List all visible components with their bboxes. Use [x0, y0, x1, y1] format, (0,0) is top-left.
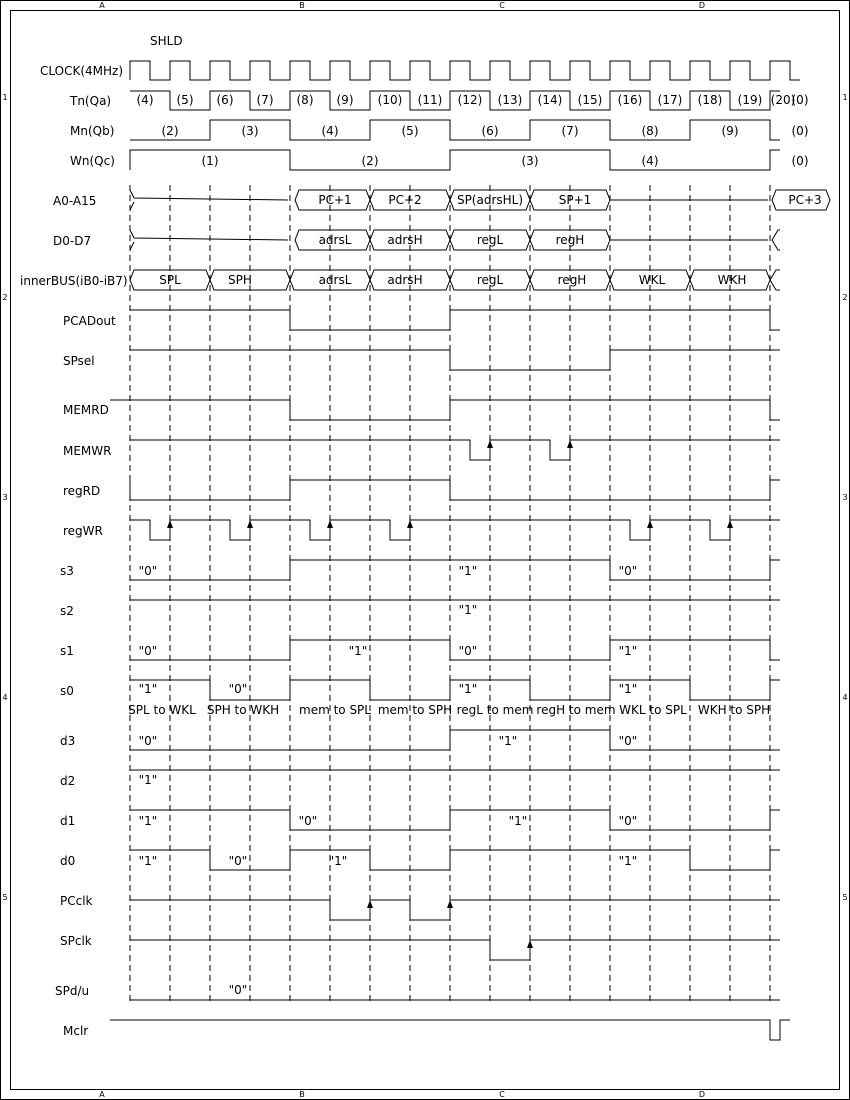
d3-label: "1": [498, 734, 518, 748]
clock-edge-arrow: [727, 520, 733, 528]
grid-row-label: 3: [2, 493, 8, 502]
d0-label: "0": [228, 854, 248, 868]
d1-label: "1": [508, 814, 528, 828]
spclk-waveform: [130, 940, 780, 960]
innerbus-label: SPL: [159, 273, 181, 287]
signal-name: s0: [60, 684, 74, 698]
pcadout-waveform: [130, 310, 780, 330]
signal-name: regWR: [63, 524, 103, 538]
signal-name: d3: [60, 734, 76, 748]
innerbus-label: adrsH: [387, 273, 423, 287]
s3-label: "1": [458, 564, 478, 578]
s2-label: "1": [458, 603, 478, 617]
data-idle-left: [130, 242, 134, 250]
d0-label: "1": [328, 854, 348, 868]
regrd-waveform: [130, 480, 780, 500]
signal-name: SPclk: [60, 934, 92, 948]
signal-name: innerBUS(iB0-iB7): [20, 274, 128, 288]
d1-label: "0": [618, 814, 638, 828]
data-label: regH: [555, 233, 585, 247]
clock-edge-arrow: [647, 520, 653, 528]
clock-waveform: [130, 61, 800, 80]
clock-edge-arrow: [247, 520, 253, 528]
signal-names: [20, 64, 128, 1038]
wn-label: (0): [791, 154, 809, 168]
wn-waveform: [130, 150, 780, 170]
s3-label: "0": [138, 564, 158, 578]
s0-label: "0": [228, 682, 248, 696]
tn-label: (10): [377, 93, 403, 107]
signal-name: Mclr: [63, 1024, 89, 1038]
addr-label: PC+3: [788, 193, 822, 207]
signal-name: Wn(Qc): [70, 154, 115, 168]
grid-column-label: D: [698, 1090, 706, 1099]
operation-label: mem to SPH: [377, 703, 453, 717]
signal-name: d2: [60, 774, 76, 788]
spdu-label: "0": [228, 983, 248, 997]
waveforms: [110, 61, 830, 1040]
grid-column-label: D: [698, 1, 706, 10]
d0-label: "1": [618, 854, 638, 868]
tn-label: (11): [417, 93, 443, 107]
signal-name: PCADout: [63, 314, 116, 328]
frame: [1, 1, 850, 1100]
signal-name: A0-A15: [53, 194, 97, 208]
operation-label: WKL to SPL: [619, 703, 687, 717]
signal-name: d1: [60, 814, 76, 828]
s1-label: "1": [618, 644, 638, 658]
memwr-waveform: [130, 440, 780, 460]
signal-name: PCclk: [60, 894, 93, 908]
tn-label: (14): [537, 93, 563, 107]
signal-name: CLOCK(4MHz): [40, 64, 124, 78]
mn-waveform: [130, 120, 780, 140]
innerbus-label: WKL: [638, 273, 666, 287]
addr-idle-left: [130, 190, 288, 200]
clock-edge-arrow: [487, 440, 493, 448]
signal-name: D0-D7: [53, 234, 92, 248]
operation-label: SPH to WKH: [206, 703, 280, 717]
innerbus-label: WKH: [717, 273, 747, 287]
grid-reference-labels: [2, 1, 847, 1099]
wn-label: (1): [201, 154, 219, 168]
d3-label: "0": [618, 734, 638, 748]
clock-edge-arrow: [367, 900, 373, 908]
addr-label: PC+2: [388, 193, 422, 207]
spsel-waveform: [130, 350, 780, 370]
grid-column-label: B: [299, 1090, 305, 1099]
data-label: adrsL: [318, 233, 352, 247]
grid-row-label: 3: [842, 493, 848, 502]
operation-label: SPL to WKL: [128, 703, 196, 717]
grid-column-label: B: [299, 1, 305, 10]
signal-name: MEMWR: [63, 444, 112, 458]
clock-edge-arrow: [567, 440, 573, 448]
tn-label: (0): [791, 93, 809, 107]
grid-row-label: 5: [2, 893, 8, 902]
signal-name: SPd/u: [55, 984, 90, 998]
tn-label: (17): [657, 93, 683, 107]
mn-label: (4): [321, 124, 339, 138]
signal-name: SPsel: [63, 354, 95, 368]
mn-label: (3): [241, 124, 259, 138]
clock-edge-arrow: [527, 940, 533, 948]
grid-column-label: A: [99, 1090, 105, 1099]
data-bus-end: [772, 230, 780, 240]
tn-label: (8): [296, 93, 314, 107]
d1-waveform: [130, 810, 780, 830]
guide-lines: [130, 185, 770, 1005]
mn-label: (2): [161, 124, 179, 138]
operation-label: WKH to SPH: [697, 703, 771, 717]
mn-label: (7): [561, 124, 579, 138]
signal-name: Mn(Qb): [70, 124, 115, 138]
mn-label: (9): [721, 124, 739, 138]
s0-label: "1": [458, 682, 478, 696]
signal-name: s3: [60, 564, 74, 578]
operation-label: mem to SPL: [299, 703, 371, 717]
d3-waveform: [130, 730, 780, 750]
signal-name: MEMRD: [63, 403, 109, 417]
wn-label: (2): [361, 154, 379, 168]
mclr-waveform: [110, 1020, 790, 1040]
addr-idle-left: [130, 202, 134, 210]
s0-label: "1": [138, 682, 158, 696]
clock-edge-arrow: [167, 520, 173, 528]
d0-waveform: [130, 850, 780, 870]
d1-label: "0": [298, 814, 318, 828]
regwr-waveform: [130, 520, 780, 540]
wn-label: (3): [521, 154, 539, 168]
mn-label: (5): [401, 124, 419, 138]
d3-label: "0": [138, 734, 158, 748]
tn-label: (5): [176, 93, 194, 107]
wn-label: (4): [641, 154, 659, 168]
clock-edge-arrow: [407, 520, 413, 528]
data-bus-end: [772, 240, 780, 250]
clock-edge-arrow: [327, 520, 333, 528]
tn-label: (20): [770, 93, 796, 107]
s0-label: "1": [618, 682, 638, 696]
s3-waveform: [130, 560, 780, 580]
data-idle-left: [130, 230, 288, 240]
pcclk-waveform: [130, 900, 780, 920]
grid-row-label: 5: [842, 893, 848, 902]
grid-row-label: 1: [842, 93, 848, 102]
d2-label: "1": [138, 773, 158, 787]
data-label: adrsH: [387, 233, 423, 247]
grid-row-label: 4: [842, 693, 848, 702]
signal-name: d0: [60, 854, 76, 868]
tn-label: (16): [617, 93, 643, 107]
innerbus-label: regL: [476, 273, 504, 287]
tn-label: (7): [256, 93, 274, 107]
d0-label: "1": [138, 854, 158, 868]
tn-label: (13): [497, 93, 523, 107]
s3-label: "0": [618, 564, 638, 578]
s1-label: "0": [138, 644, 158, 658]
innerbus-end: [770, 270, 780, 280]
grid-column-label: C: [499, 1, 505, 10]
innerbus-end: [770, 280, 780, 290]
clock-edge-arrow: [447, 900, 453, 908]
grid-row-label: 4: [2, 693, 8, 702]
innerbus-label: adrsL: [318, 273, 352, 287]
signal-name: Tn(Qa): [70, 94, 112, 108]
mn-label: (0): [791, 124, 809, 138]
mn-label: (8): [641, 124, 659, 138]
addr-label: PC+1: [318, 193, 352, 207]
operation-label: regL to mem: [456, 703, 534, 717]
addr-label: SP+1: [558, 193, 592, 207]
innerbus-label: regH: [557, 273, 587, 287]
tn-label: (18): [697, 93, 723, 107]
data-label: regL: [476, 233, 504, 247]
grid-column-label: A: [99, 1, 105, 10]
grid-column-label: C: [499, 1090, 505, 1099]
mn-label: (6): [481, 124, 499, 138]
addr-label: SP(adrsHL): [456, 193, 524, 207]
tn-label: (15): [577, 93, 603, 107]
tn-label: (6): [216, 93, 234, 107]
grid-row-label: 1: [2, 93, 8, 102]
waveform-labels: [128, 93, 821, 997]
s1-label: "0": [458, 644, 478, 658]
operation-label: regH to mem: [536, 703, 616, 717]
s1-label: "1": [348, 644, 368, 658]
grid-row-label: 2: [2, 293, 8, 302]
grid-row-label: 2: [842, 293, 848, 302]
s0-waveform: [130, 680, 780, 700]
top-label: SHLD: [150, 34, 183, 48]
tn-label: (19): [737, 93, 763, 107]
signal-name: s2: [60, 604, 74, 618]
signal-name: regRD: [63, 484, 101, 498]
tn-label: (12): [457, 93, 483, 107]
s1-waveform: [130, 640, 780, 660]
tn-label: (4): [136, 93, 154, 107]
innerbus-label: SPH: [228, 273, 252, 287]
signal-name: s1: [60, 644, 74, 658]
d1-label: "1": [138, 814, 158, 828]
tn-label: (9): [336, 93, 354, 107]
